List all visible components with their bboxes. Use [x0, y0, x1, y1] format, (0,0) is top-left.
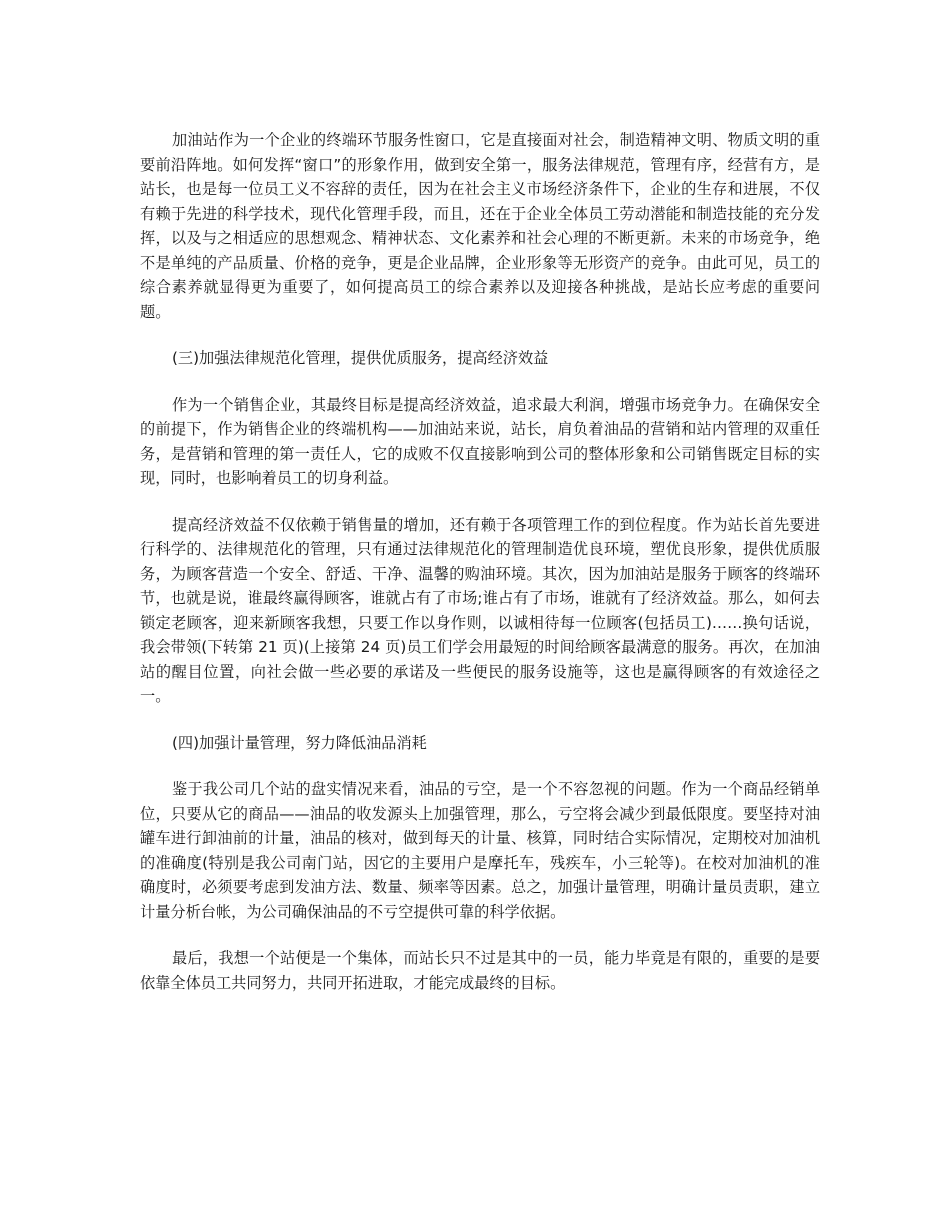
paragraph-intro: 加油站作为一个企业的终端环节服务性窗口，它是直接面对社会，制造精神文明、物质文明的重要前沿阵地。如何发挥“窗口”的形象作用，做到安全第一，服务法律规范，管理有序，经营有方，是站长，也是每一位员工义不容辞的责任，因为在社会主义市场经济条件下，企业的生存和进展，不仅有赖于先进的科学技术，现代化管理手段，而且，还在于企业全体员工劳动潜能和制造技能的充分发挥，以及与之相适应的思想观念、精神状态、文化素养和社会心理的不断更新。未来的市场竞争，绝不是单纯的产品质量、价格的竞争，更是企业品牌，企业形象等无形资产的竞争。由此可见，员工的综合素养就显得更为重要了，如何提高员工的综合素养以及迎接各种挑战，是站长应考虑的重要问题。 [140, 131, 820, 321]
paragraph-metering: 鉴于我公司几个站的盘实情况来看，油品的亏空，是一个不容忽视的问题。作为一个商品经销单位，只要从它的商品——油品的收发源头上加强管理，那么，亏空将会减少到最低限度。要坚持对油罐车进行卸油前的计量，油品的核对，做到每天的计量、核算，同时结合实际情况，定期校对加油机的准确度(特别是我公司南门站，因它的主要用户是摩托车，残疾车，小三轮等)。在校对加油机的准确度时，必须要考虑到发油方法、数量、频率等因素。总之，加强计量管理，明确计量员责职，建立计量分析台帐，为公司确保油品的不亏空提供可靠的科学依据。 [140, 780, 820, 921]
section-heading-4: (四)加强计量管理，努力降低油品消耗 [172, 733, 427, 752]
paragraph-management-service: 提高经济效益不仅依赖于销售量的增加，还有赖于各项管理工作的到位程度。作为站长首先要进行科学的、法律规范化的管理，只有通过法律规范化的管理制造优良环境，塑优良形象，提供优质服务，为顾客营造一个安全、舒适、干净、温馨的购油环境。其次，因为加油站是服务于顾客的终端环节，也就是说，谁最终赢得顾客，谁就占有了市场;谁占有了市场，谁就有了经济效益。那么，如何去锁定老顾客，迎来新顾客我想，只要工作以身作则，以诚相待每一位顾客(包括员工)……换句话说，我会带领(下转第 21 页)(上接第 24 页)员工们学会用最短的时间给顾客最满意的服务。再次，在加油站的醒目位置，向社会做一些必要的承诺及一些便民的服务设施等，这也是赢得顾客的有效途径之一。 [140, 515, 820, 705]
section-heading-3: (三)加强法律规范化管理，提供优质服务，提高经济效益 [172, 349, 549, 367]
document-page [140, 128, 820, 1017]
paragraph-conclusion: 最后，我想一个站便是一个集体，而站长只不过是其中的一员，能力毕竟是有限的，重要的是要依靠全体员工共同努力，共同开拓进取，才能完成最终的目标。 [140, 949, 820, 992]
paragraph-economic-goal: 作为一个销售企业，其最终目标是提高经济效益，追求最大利润，增强市场竞争力。在确保安全的前提下，作为销售企业的终端机构——加油站来说，站长，肩负着油品的营销和站内管理的双重任务，是营销和管理的第一责任人，它的成败不仅直接影响到公司的整体形象和公司销售既定目标的实现，同时，也影响着员工的切身利益。 [140, 395, 820, 487]
